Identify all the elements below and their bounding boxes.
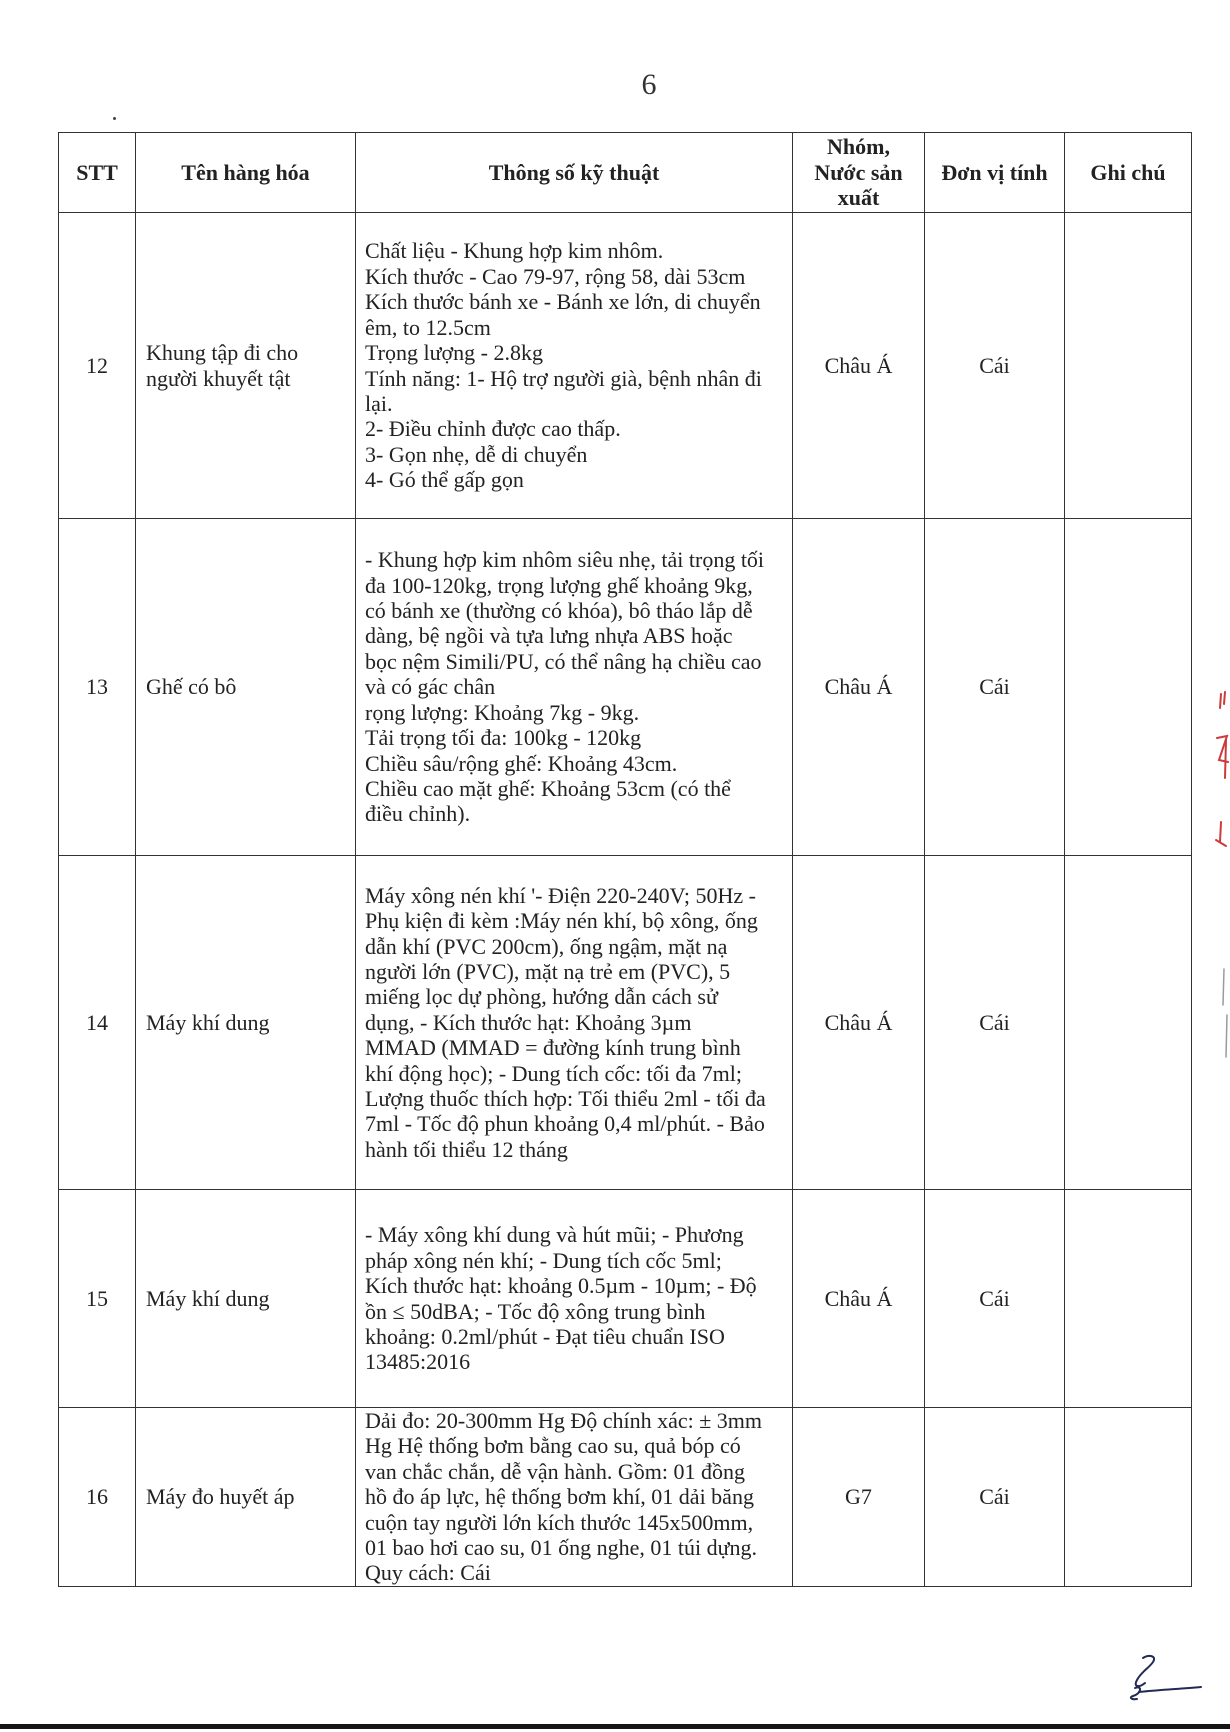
signature [1113,1652,1203,1702]
cell-unit: Cái [925,213,1065,519]
cell-spec: Chất liệu - Khung hợp kim nhôm. Kích thước - Cao 79-97, rộng 58, dài 53cm Kích thước bánh xe - Bánh xe lớn, di chuyển êm, to 12.5cm Trọng lượng - 2.8kg Tính năng: 1- Hộ trợ người già, bệnh nhân đi lại. 2- Điều chỉnh được cao thấp. 3- Gọn nhẹ, dễ di chuyển 4- Gó thể gấp gọn [356,213,793,519]
cell-spec: Dải đo: 20-300mm Hg Độ chính xác: ± 3mm Hg Hệ thống bơm bằng cao su, quả bóp có van chắc chắn, dễ vận hành. Gồm: 01 đồng hồ đo áp lực, hệ thống bơm khí, 01 dải băng cuộn tay người lớn kích thước 145x500mm, 01 bao hơi cao su, 01 ống nghe, 01 túi dựng. Quy cách: Cái [356,1408,793,1587]
cell-item-name: Ghế có bô [136,519,356,856]
cell-item-name: Máy khí dung [136,1190,356,1408]
table-row [59,856,1192,1190]
cell-stt: 16 [59,1408,136,1587]
cell-unit: Cái [925,1190,1065,1408]
cell-origin: Châu Á [793,856,925,1190]
table-header-row [59,133,1192,213]
cell-stt: 13 [59,519,136,856]
header-unit: Đơn vị tính [925,133,1065,213]
cell-origin: Châu Á [793,213,925,519]
scan-edge-marks [1218,965,1230,1065]
cell-item-name: Khung tập đi cho người khuyết tật [136,213,356,519]
cell-item-name: Máy đo huyết áp [136,1408,356,1587]
cell-note [1065,519,1192,856]
cell-stt: 12 [59,213,136,519]
table-row [59,519,1192,856]
header-note: Ghi chú [1065,133,1192,213]
goods-specification-table [58,132,1192,1587]
cell-note [1065,1190,1192,1408]
header-item-name: Tên hàng hóa [136,133,356,213]
cell-stt: 15 [59,1190,136,1408]
cell-note [1065,213,1192,519]
cell-item-name: Máy khí dung [136,856,356,1190]
scan-speck [113,117,116,120]
cell-note [1065,856,1192,1190]
header-spec: Thông số kỹ thuật [356,133,793,213]
cell-spec: - Máy xông khí dung và hút mũi; - Phương pháp xông nén khí; - Dung tích cốc 5ml; Kích thước hạt: khoảng 0.5µm - 10µm; - Độ ồn ≤ 50dBA; - Tốc độ xông trung bình khoảng: 0.2ml/phút - Đạt tiêu chuẩn ISO 13485:2016 [356,1190,793,1408]
cell-unit: Cái [925,1408,1065,1587]
cell-unit: Cái [925,856,1065,1190]
cell-spec: - Khung hợp kim nhôm siêu nhẹ, tải trọng tối đa 100-120kg, trọng lượng ghế khoảng 9kg, có bánh xe (thường có khóa), bô tháo lắp dễ dàng, bệ ngồi và tựa lưng nhựa ABS hoặc bọc nệm Simili/PU, có thể nâng hạ chiều cao và có gác chân rọng lượng: Khoảng 7kg - 9kg. Tải trọng tối đa: 100kg - 120kg Chiều sâu/rộng ghế: Khoảng 43cm. Chiều cao mặt ghế: Khoảng 53cm (có thể điều chỉnh). [356,519,793,856]
stamp-fragment [1211,690,1230,855]
page-number: 6 [641,68,657,101]
table-row [59,1408,1192,1587]
table-row [59,213,1192,519]
header-stt: STT [59,133,136,213]
header-origin: Nhóm, Nước sản xuất [793,133,925,213]
table-row [59,1190,1192,1408]
cell-spec: Máy xông nén khí '- Điện 220-240V; 50Hz - Phụ kiện đi kèm :Máy nén khí, bộ xông, ống dẫn khí (PVC 200cm), ống ngậm, mặt nạ người lớn (PVC), mặt nạ trẻ em (PVC), 5 miếng lọc dự phòng, hướng dẫn cách sử dụng, - Kích thước hạt: Khoảng 3µm MMAD (MMAD = đường kính trung bình khí động học); - Dung tích cốc: tối đa 7ml; Lượng thuốc thích hợp: Tối thiểu 2ml - tối đa 7ml - Tốc độ phun khoảng 0,4 ml/phút. - Bảo hành tối thiểu 12 tháng [356,856,793,1190]
cell-origin: G7 [793,1408,925,1587]
cell-note [1065,1408,1192,1587]
cell-origin: Châu Á [793,1190,925,1408]
cell-origin: Châu Á [793,519,925,856]
cell-stt: 14 [59,856,136,1190]
cell-unit: Cái [925,519,1065,856]
scan-edge-line [0,1724,1230,1729]
